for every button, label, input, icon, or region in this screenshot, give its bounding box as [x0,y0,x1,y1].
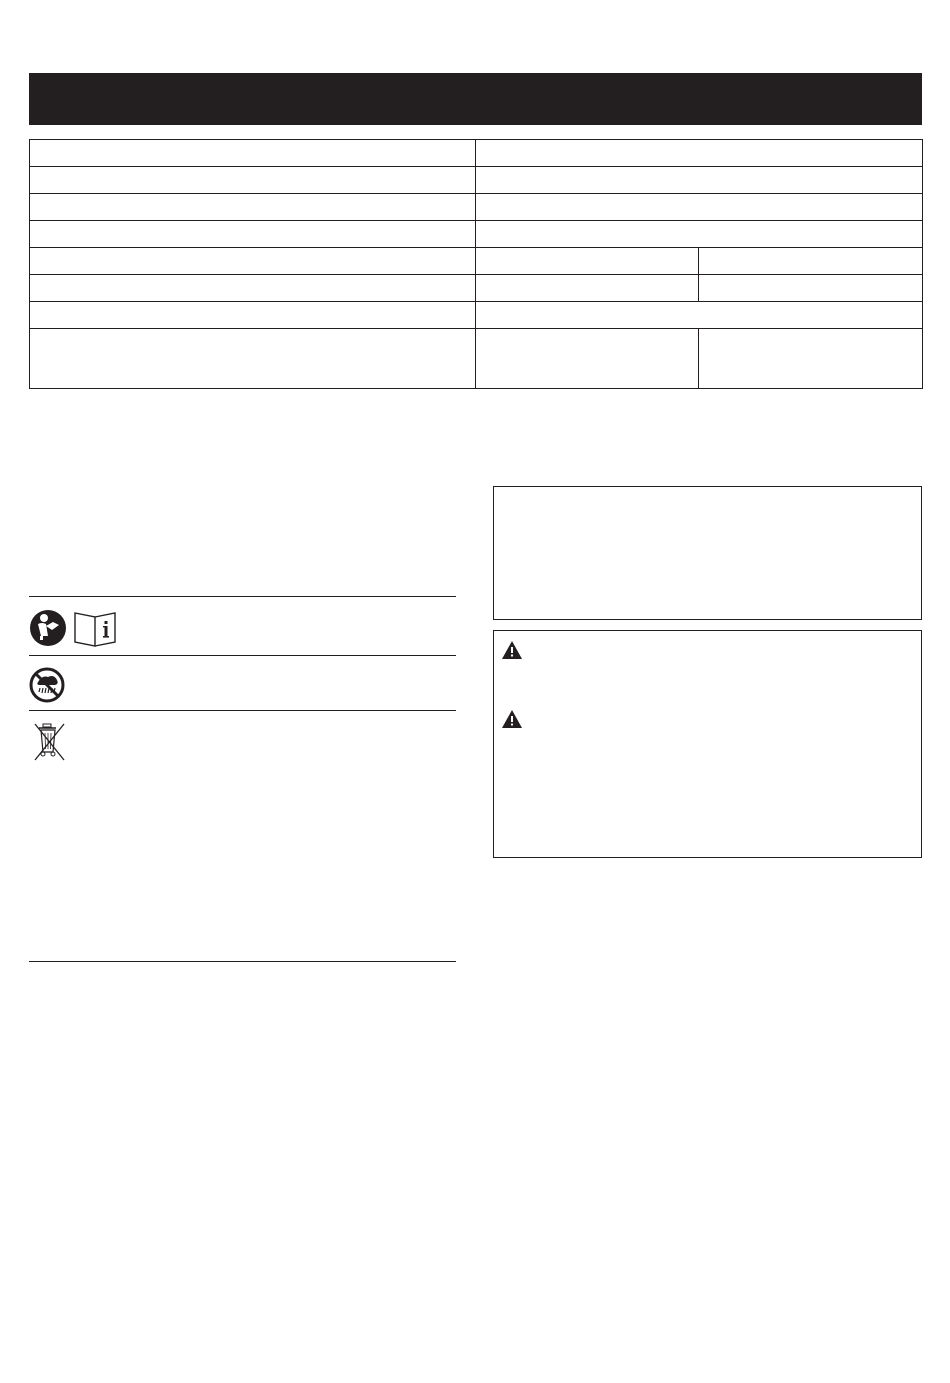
spec-row [30,302,923,329]
spec-value [476,221,923,248]
spec-value-a [476,275,699,302]
spec-label [30,275,476,302]
no-rain-icon [29,667,67,703]
spec-value [476,167,923,194]
spec-value [476,302,923,329]
spec-row [30,221,923,248]
spec-row [30,194,923,221]
warning-triangle-icon [501,640,523,660]
spec-row [30,140,923,167]
spec-label [30,167,476,194]
section-header-bar [29,73,922,125]
spec-row [30,329,923,389]
spec-value-a [476,248,699,275]
spec-value-b [699,329,923,389]
spec-value-a [476,329,699,389]
spec-value [476,194,923,221]
symbol-row [29,596,456,655]
spec-label [30,248,476,275]
spec-row [30,275,923,302]
spec-label [30,140,476,167]
warning-item [501,709,531,729]
read-manual-icon [29,609,123,647]
weee-crossed-bin-icon [29,721,69,763]
warning-item [501,640,531,660]
specifications-table [29,139,923,389]
spec-row [30,167,923,194]
spec-value [476,140,923,167]
spec-label [30,194,476,221]
spec-label [30,302,476,329]
spec-value-b [699,248,923,275]
spec-label [30,221,476,248]
notice-box [493,486,922,620]
spec-row [30,248,923,275]
symbols-list [29,596,456,962]
symbol-row [29,655,456,710]
warning-triangle-icon [501,709,523,729]
symbol-row [29,710,456,962]
spec-value-b [699,275,923,302]
spec-label [30,329,476,389]
warning-box [493,630,922,858]
